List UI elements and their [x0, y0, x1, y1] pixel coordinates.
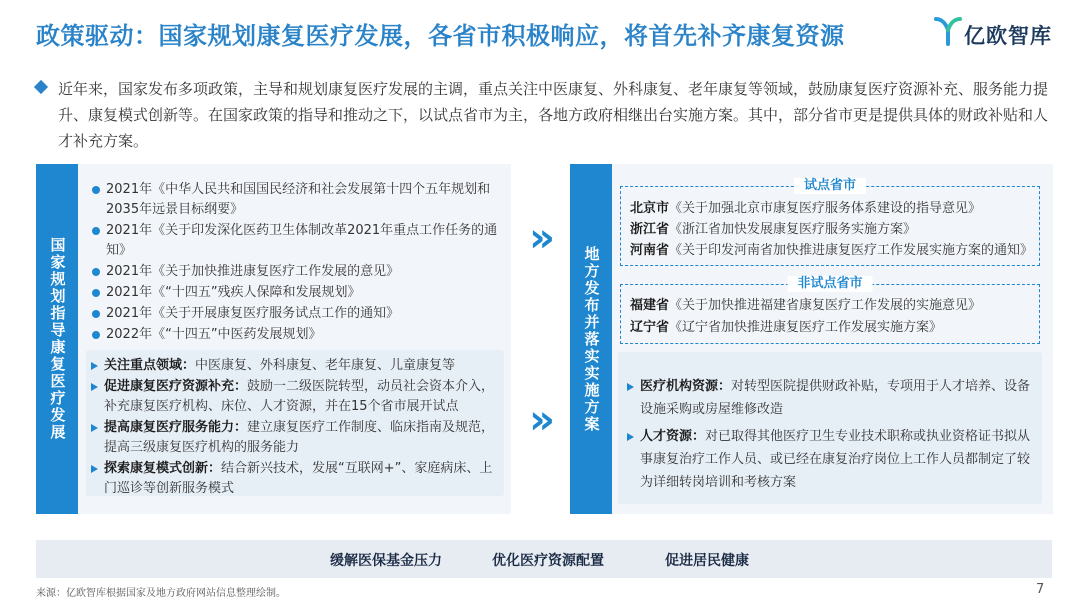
province-name: 辽宁省 — [630, 320, 670, 335]
national-policy-bar — [36, 164, 78, 514]
policy-item: 2021年《中华人民共和国国民经济和社会发展第十四个五年规划和2035年远景目标纲要》 — [92, 180, 502, 220]
resource-item-label: 医疗机构资源： — [640, 379, 732, 394]
policy-item: 2021年《关于印发深化医药卫生体制改革2021年重点工作任务的通知》 — [92, 221, 502, 261]
focus-item-label: 探索康复模式创新： — [104, 461, 222, 476]
brand-logo — [934, 14, 1066, 48]
national-policy-list — [92, 180, 502, 346]
chevron-right-icon: » — [529, 215, 555, 261]
focus-item-text: 建立康复医疗工作制度、临床指南及规范，提高三级康复医疗机构的服务能力 — [104, 420, 495, 455]
pilot-item — [630, 220, 916, 240]
page-title: 政策驱动：国家规划康复医疗发展，各省市积极响应，将首先补齐康复资源 — [36, 22, 845, 50]
focus-item-label: 关注重点领域： — [104, 358, 196, 373]
province-doc: 《关于加快推进福建省康复医疗工作发展的实施意见》 — [669, 298, 982, 313]
policy-item: 2021年《“十四五”残疾人保障和发展规划》 — [92, 283, 502, 303]
focus-item-text: 结合新兴技术，发展“互联网+”、家庭病床、上门巡诊等创新服务模式 — [104, 461, 493, 496]
intro-text: 近年来，国家发布多项政策，主导和规划康复医疗发展的主调，重点关注中医康复、外科康复、老年康复等领域，鼓励康复医疗资源补充、服务能力提升、康复模式创新等。在国家政策的指导和推动之下，以试点省市为主，各地方政府相继出台实施方案。其中，部分省市更是提供具体的财政补贴和人才补充方案。 — [58, 80, 1049, 150]
pilot-group-tag: 试点省市 — [794, 178, 866, 194]
focus-item-label: 促进康复医疗资源补充： — [104, 379, 248, 394]
resource-list — [626, 375, 1040, 498]
yiou-logo-icon — [934, 16, 962, 46]
province-name: 北京市 — [630, 201, 670, 216]
outcome-item: 促进居民健康 — [665, 553, 749, 569]
national-policy-bar-label: 国家规划指导康复医疗发展 — [48, 237, 67, 441]
logo-text: 亿欧智库 — [964, 24, 1052, 48]
focus-item-label: 提高康复医疗服务能力： — [104, 420, 248, 435]
province-name: 浙江省 — [630, 222, 670, 237]
local-policy-bar-label: 地方发布并落实实施方案 — [582, 245, 601, 433]
outcome-item: 优化医疗资源配置 — [492, 553, 604, 569]
focus-item — [90, 459, 504, 499]
resource-item-label: 人才资源： — [640, 429, 706, 444]
province-doc: 《关于加强北京市康复医疗服务体系建设的指导意见》 — [669, 201, 982, 216]
intro-paragraph — [36, 76, 1048, 154]
focus-item-text: 鼓励一二级医院转型，动员社会资本介入，补充康复医疗机构、床位、人才资源，并在15个省市展开试点 — [104, 379, 495, 414]
focus-item — [90, 377, 504, 417]
resource-item — [626, 375, 1040, 421]
focus-list — [90, 356, 504, 500]
outcome-item: 缓解医保基金压力 — [330, 553, 442, 569]
nonpilot-group-tag: 非试点省市 — [787, 276, 872, 292]
local-policy-bar — [570, 164, 612, 514]
province-doc: 《辽宁省加快推进康复医疗工作发展实施方案》 — [669, 320, 943, 335]
province-doc: 《浙江省加快发展康复医疗服务实施方案》 — [669, 222, 917, 237]
resource-item-text: 对已取得其他医疗卫生专业技术职称或执业资格证书拟从事康复治疗工作人员、或已经在康复治疗岗位上工作人员都制定了较为详细转岗培训和考核方案 — [640, 429, 1031, 490]
policy-item: 2021年《关于加快推进康复医疗工作发展的意见》 — [92, 262, 502, 282]
focus-item — [90, 418, 504, 458]
focus-item-text: 中医康复、外科康复、老年康复、儿童康复等 — [195, 358, 456, 373]
policy-item: 2021年《关于开展康复医疗服务试点工作的通知》 — [92, 304, 502, 324]
resource-item-text: 对转型医院提供财政补贴，专项用于人才培养、设备设施采购或房屋维修改造 — [640, 379, 1031, 417]
pilot-item — [630, 241, 1033, 261]
chevron-right-icon: » — [529, 397, 555, 443]
province-name: 河南省 — [630, 243, 670, 258]
focus-item — [90, 356, 504, 376]
nonpilot-item — [630, 318, 942, 338]
nonpilot-item — [630, 296, 981, 316]
province-name: 福建省 — [630, 298, 670, 313]
source-note: 来源：亿欧智库根据国家及地方政府网站信息整理绘制。 — [36, 588, 286, 599]
resource-item — [626, 425, 1040, 494]
diamond-bullet-icon — [34, 80, 48, 94]
page-number: 7 — [1036, 582, 1045, 597]
pilot-item — [630, 199, 981, 219]
province-doc: 《关于印发河南省加快推进康复医疗工作发展实施方案的通知》 — [669, 243, 1034, 258]
policy-item: 2022年《“十四五”中医药发展规划》 — [92, 325, 502, 345]
